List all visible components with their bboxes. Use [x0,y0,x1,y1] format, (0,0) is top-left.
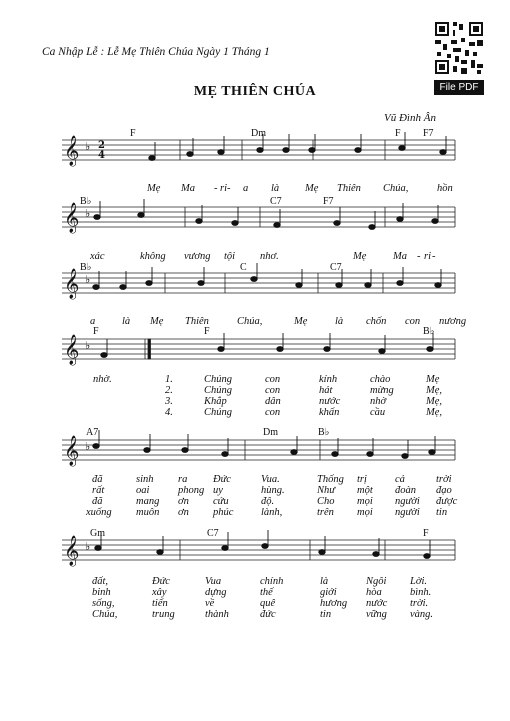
lyric-syllable: trời [436,474,452,485]
staff-system [62,334,455,366]
lyric-syllable: cứu [213,496,229,507]
lyric-syllable: Như [317,485,335,496]
note-head [274,223,280,228]
lyric-syllable: ơn [178,507,189,518]
key-signature-flat-icon: ♭ [85,339,91,352]
double-barline [148,339,151,359]
lyric-syllable: Mẹ [353,251,367,262]
note-head [440,150,446,155]
lyric-syllable: con [405,316,421,327]
lyric-syllable: Mẹ, [426,385,443,396]
lyric-syllable: tội [224,251,236,262]
staff-system [62,435,455,467]
key-signature-flat-icon: ♭ [85,440,91,453]
note-head [196,219,202,224]
lyric-syllable: sinh [136,474,154,485]
chord-symbol: B♭ [80,196,92,207]
note-head [93,444,99,449]
note-head [232,221,238,226]
note-head [432,219,438,224]
lyric-syllable: nước [319,396,341,407]
lyric-syllable: nhờ. [93,374,112,385]
lyric-syllable: ri [220,183,228,194]
note-head [379,349,385,354]
chord-symbol: F [93,326,99,337]
lyric-syllable: - [214,183,218,194]
lyric-syllable: Chúa, [383,183,409,194]
note-head [101,353,107,358]
note-head [218,150,224,155]
lyric-syllable: dân [265,396,281,407]
lyric-syllable: ơn [178,496,189,507]
lyric-syllable: mọi [357,496,373,507]
note-head [283,148,289,153]
lyric-syllable: trời. [410,598,429,609]
note-head [94,215,100,220]
lyric-syllable: đã [92,496,103,507]
lyric-syllable: là [335,316,344,327]
lyric-syllable: hương [320,598,348,609]
time-signature: 2 [98,140,105,151]
lyric-syllable: nước [366,598,388,609]
lyric-syllable: nhơ. [260,251,279,262]
lyric-syllable: hùng. [261,485,285,496]
lyric-syllable: đức [260,609,276,620]
note-head [198,281,204,286]
lyric-syllable: Đức [152,576,170,587]
chord-symbol: F [204,326,210,337]
lyric-syllable: 3. [165,396,173,407]
chord-symbol: B♭ [318,427,330,438]
lyric-syllable: 1. [165,374,173,385]
lyric-syllable: Chúng [204,407,233,418]
note-head [120,285,126,290]
lyric-syllable: sống, [92,598,115,609]
chord-symbol: F [395,128,401,139]
lyric-syllable: Thiên [185,316,209,327]
note-head [138,213,144,218]
lyric-syllable: là [320,576,329,587]
note-head [309,148,315,153]
lyric-syllable: Mẹ [426,374,440,385]
note-head [397,217,403,222]
lyric-syllable: Cho [317,496,335,507]
lyric-syllable: Chúa, [237,316,263,327]
note-head [429,450,435,455]
lyric-syllable: tiến [152,598,168,609]
chord-symbol: Dm [263,427,278,438]
lyric-syllable: khấn [319,407,340,418]
key-signature-flat-icon: ♭ [85,273,91,286]
lyric-syllable: độ. [261,496,275,507]
note-head [399,146,405,151]
chord-symbol: B♭ [423,326,435,337]
lyric-syllable: vững [366,609,387,620]
lyric-syllable: con [265,374,281,385]
lyric-syllable: Mẹ [150,316,164,327]
chord-symbol: Dm [251,128,266,139]
song-title: MẸ THIÊN CHÚA [193,84,317,99]
chord-symbol: F7 [423,128,434,139]
lyric-syllable: Thống [317,474,344,485]
chord-symbol: C7 [330,262,342,273]
lyric-syllable: trên [317,507,334,518]
lyric-syllable: dựng [205,587,227,598]
lyric-syllable: xây [152,587,167,598]
lyric-syllable: Vua [205,576,222,587]
time-signature: 4 [98,150,105,161]
lyric-syllable: Mẹ [294,316,308,327]
note-head [336,283,342,288]
lyric-syllable: Chúng [204,385,233,396]
lyric-syllable: a [90,316,96,327]
lyric-syllable: con [265,385,281,396]
chord-symbol: B♭ [80,262,92,273]
lyric-syllable: người [395,496,420,507]
lyric-syllable: uy [213,485,223,496]
lyric-syllable: tin [436,507,448,518]
lyric-syllable: - [432,251,436,262]
lyric-syllable: phong [178,485,205,496]
note-head [369,225,375,230]
lyric-syllable: rất [92,485,105,496]
note-head [427,347,433,352]
lyric-syllable: nương [439,316,467,327]
lyric-syllable: người [395,507,420,518]
lyric-syllable: Ma [393,251,407,262]
note-head [332,452,338,457]
lyric-syllable: xuống [86,507,112,518]
lyric-syllable: 2. [165,385,173,396]
note-head [319,550,325,555]
lyric-syllable: hồn [437,183,453,194]
lyric-syllable: ra [178,474,188,485]
lyric-syllable: cầu [370,407,386,418]
note-head [277,347,283,352]
lyric-syllable: một [357,485,373,496]
lyric-syllable: Khắp [204,396,227,407]
lyric-syllable: 4. [165,407,173,418]
lyric-syllable: đã [92,474,103,485]
note-head [291,450,297,455]
note-head [222,452,228,457]
treble-clef-icon: 𝄞 [64,436,80,466]
lyric-syllable: hòa [366,587,382,598]
note-head [157,550,163,555]
lyric-syllable: Mẹ, [426,396,443,407]
lyric-syllable: mọi [357,507,373,518]
note-head [93,285,99,290]
note-head [251,277,257,282]
lyric-syllable: không [140,251,166,262]
lyric-syllable: hát [319,385,333,396]
note-head [373,552,379,557]
chord-symbol: F7 [323,196,334,207]
note-head [95,546,101,551]
chord-symbol: F [130,128,136,139]
chord-symbol: C7 [207,528,219,539]
lyric-syllable: thành [205,609,229,620]
lyric-syllable: chào [370,374,391,385]
lyric-syllable: Thiên [337,183,361,194]
lyric-syllable: vàng. [410,609,434,620]
chord-symbol: F [423,528,429,539]
key-signature-flat-icon: ♭ [85,207,91,220]
lyric-syllable: oai [136,485,150,496]
lyric-syllable: muôn [136,507,160,518]
note-head [149,156,155,161]
lyric-syllable: Mẹ, [426,407,443,418]
staff-system [62,535,455,567]
lyric-syllable: bình. [410,587,432,598]
lyric-syllable: a [243,183,249,194]
lyric-syllable: là [122,316,131,327]
lyric-syllable: con [265,407,281,418]
note-head [146,281,152,286]
lyric-syllable: Lời. [410,576,427,587]
lyric-syllable: Ngôi [366,576,387,587]
lyric-syllable: thế [260,587,273,598]
lyric-syllable: Ma [181,183,195,194]
lyric-syllable: mừng [370,385,394,396]
key-signature-flat-icon: ♭ [85,140,91,153]
lyric-syllable: chính [260,576,284,587]
lyric-syllable: trung [152,609,175,620]
lyric-syllable: được [436,496,458,507]
lyric-syllable: kính [319,374,338,385]
treble-clef-icon: 𝄞 [64,335,80,365]
note-head [402,454,408,459]
note-head [355,148,361,153]
note-head [424,554,430,559]
pdf-file-badge[interactable]: File PDF [434,80,484,95]
lyric-syllable: đoàn [395,485,416,496]
lyric-syllable: xác [90,251,105,262]
note-head [218,347,224,352]
treble-clef-icon: 𝄞 [64,269,80,299]
lyric-syllable: Chúa, [92,609,118,620]
lyric-syllable: là [271,183,280,194]
lyric-syllable: chốn [366,316,387,327]
lyric-syllable: trị [357,474,367,485]
lyric-syllable: tin [320,609,332,620]
note-head [144,448,150,453]
note-head [296,283,302,288]
lyric-syllable: cả [395,474,405,485]
note-head [262,544,268,549]
lyric-syllable: lành, [261,507,283,518]
note-head [222,546,228,551]
lyric-syllable: - [417,251,421,262]
lyric-syllable: Chúng [204,374,233,385]
treble-clef-icon: 𝄞 [64,136,80,166]
chord-symbol: C [240,262,247,273]
lyric-syllable: vương [184,251,211,262]
treble-clef-icon: 𝄞 [64,536,80,566]
composer-name: Vũ Đình Ân [384,112,436,124]
chord-symbol: C7 [270,196,282,207]
lyric-syllable: binh [92,587,111,598]
lyric-syllable: nhờ [370,396,387,407]
lyric-syllable: về [205,598,215,609]
staff-system [62,268,455,300]
lyric-syllable: mang [136,496,160,507]
key-signature-flat-icon: ♭ [85,540,91,553]
lyric-syllable: Đức [213,474,231,485]
note-head [435,283,441,288]
lyric-syllable: - [227,183,231,194]
note-head [334,221,340,226]
header-subtitle: Ca Nhập Lễ : Lễ Mẹ Thiên Chúa Ngày 1 Tháng 1 [42,46,270,58]
note-head [257,148,263,153]
chord-symbol: Gm [90,528,105,539]
lyric-syllable: Mẹ [305,183,319,194]
chord-symbol: A7 [86,427,99,438]
lyric-syllable: Mẹ [147,183,161,194]
treble-clef-icon: 𝄞 [64,203,80,233]
note-head [324,347,330,352]
lyric-syllable: phúc [213,507,234,518]
lyric-syllable: giới [320,587,337,598]
lyric-syllable: đất, [92,576,109,587]
lyric-syllable: quê [260,598,276,609]
staff-system [62,202,455,234]
lyric-syllable: đạo [436,485,452,496]
note-head [365,283,371,288]
note-head [182,448,188,453]
note-head [187,152,193,157]
lyric-syllable: Vua. [261,474,280,485]
note-head [367,452,373,457]
note-head [397,281,403,286]
lyric-syllable: ri [424,251,432,262]
